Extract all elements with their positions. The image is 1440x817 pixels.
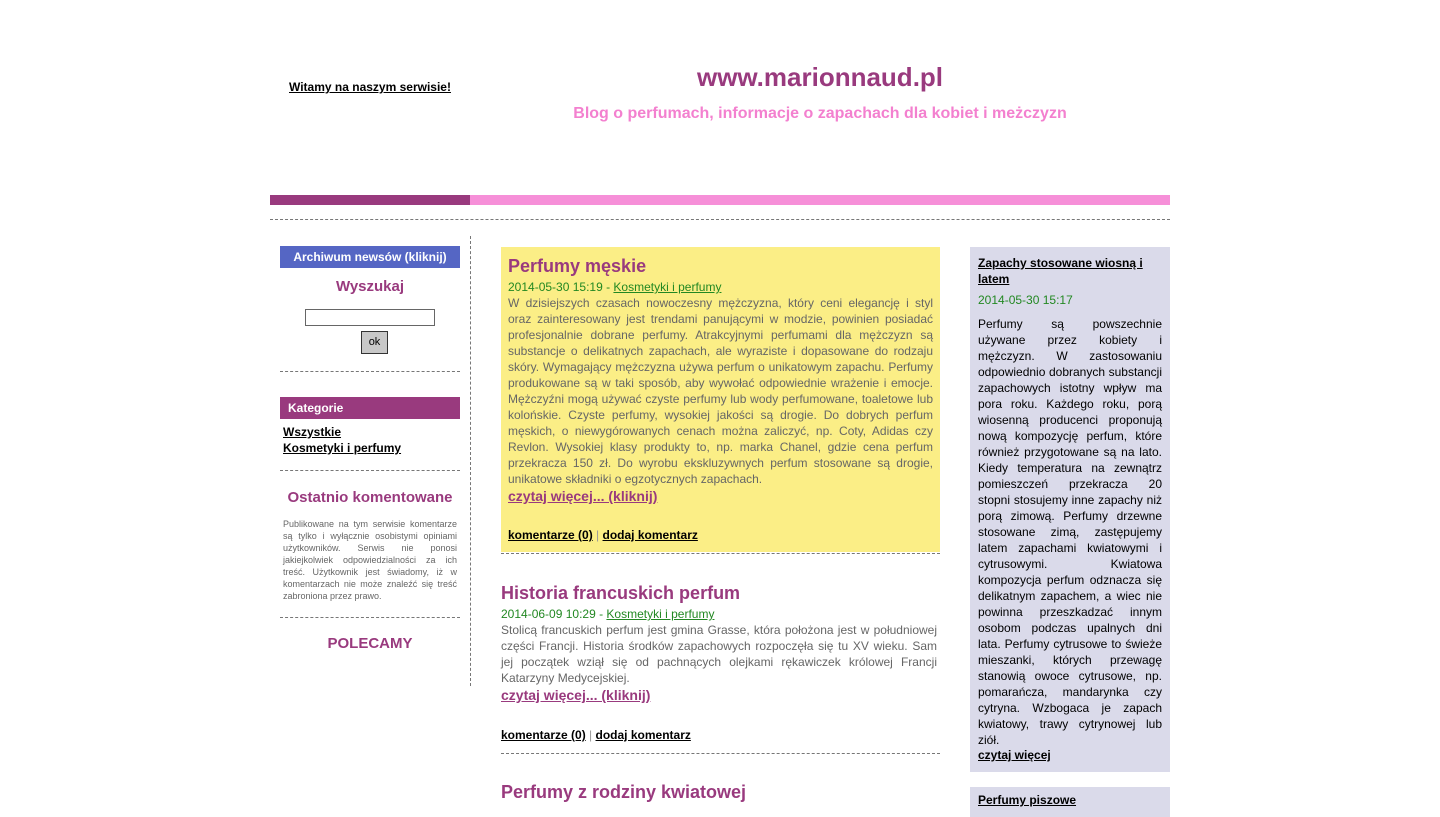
post-divider — [501, 753, 940, 754]
comments-disclaimer: Publikowane na tym serwisie komentarze są tylko i wyłącznie osobistymi opiniami użytkowników. Serwis nie ponosi jakiejkolwiek odpowiedzialności za ich treść. Użytkownik jest świadomy, iż w komentarzach nie może znaleźć się treść zabroniona przez prawo. — [283, 519, 457, 601]
recommend-heading: POLECAMY — [327, 635, 413, 652]
post-title[interactable]: Perfumy męskie — [508, 256, 647, 276]
post-comments-bar — [501, 728, 691, 742]
featured-article-date: 2014-05-30 15:17 — [978, 293, 1073, 307]
post-excerpt: W dzisiejszych czasach nowoczesny mężczyzna, który ceni elegancję i styl oraz zainteresowany jest trendami panującymi w modzie, powinien posiadać profesjonalnie dobrane perfumy. Atrakcyjnymi perfumami dla mężczyzn są substancje o delikatnych zapachach, ale wyraziste i dopasowane do rodzaju skóry. Wymagający mężczyzna używa perfum o unikatowym zapachu. Perfumy produkowane są w taki sposób, aby wywołać odpowiednie wrażenie i emocje. Mężczyźni mogą używać czyste perfumy lub wody perfumowane, toaletowe lub kolońskie. Czyste perfumy, wysokiej jakości są drogie. Do dobrych perfum męskich, o niewygórowanych cenach można zaliczyć, np. Coty, Adidas czy Revlon. Wysokiej klasy produkty to, np. marka Chanel, gdzie cena perfum przekracza 150 zł. Do wyrobu ekskluzywnych perfum stosowane są drogie, unikatowe składniki o egzotycznych zapachach. — [508, 296, 933, 486]
categories-heading: Kategorie — [280, 397, 460, 419]
post-divider — [501, 553, 940, 554]
comments-link[interactable]: komentarze (0) — [501, 728, 586, 742]
sidebar-separator — [280, 470, 460, 471]
header-bar-right — [470, 195, 1170, 205]
post-excerpt: Stolicą francuskich perfum jest gmina Grasse, która położona jest w południowej części Francji. Historia środków zapachowych rozpoczęła się tu XV wieku. Sam jej początek wziął się od pachnących olejkami rękawiczek królowej Francji Katarzyny Medycejskiej. — [501, 623, 937, 685]
sidebar-divider — [470, 236, 471, 686]
post-meta — [508, 280, 721, 294]
add-comment-link[interactable]: dodaj komentarz — [595, 728, 691, 742]
featured-article-title[interactable]: Zapachy stosowane wiosną i latem — [978, 256, 1143, 286]
welcome-link[interactable]: Witamy na naszym serwisie! — [289, 80, 451, 94]
post-category-link[interactable]: Kosmetyki i perfumy — [613, 280, 722, 294]
search-heading: Wyszukaj — [335, 278, 405, 295]
comments-separator: | — [589, 728, 593, 742]
read-more-link[interactable]: czytaj więcej... (kliknij) — [501, 687, 651, 703]
search-button[interactable]: ok — [361, 331, 388, 354]
site-subtitle: Blog o perfumach, informacje o zapachach dla kobiet i meżczyzn — [573, 105, 1067, 122]
featured-article-read-more[interactable]: czytaj więcej — [978, 748, 1051, 762]
second-article-title[interactable]: Perfumy piszowe — [978, 793, 1077, 807]
site-title: www.marionnaud.pl — [696, 62, 944, 92]
comments-link[interactable]: komentarze (0) — [508, 528, 593, 542]
sidebar-separator — [280, 371, 460, 372]
search-input[interactable] — [305, 309, 435, 326]
read-more-link[interactable]: czytaj więcej... (kliknij) — [508, 488, 658, 504]
add-comment-link[interactable]: dodaj komentarz — [602, 528, 698, 542]
header-bar-left — [270, 195, 470, 205]
category-cosmetics-link[interactable]: Kosmetyki i perfumy — [283, 441, 402, 455]
post-date: 2014-06-09 10:29 - — [501, 607, 604, 621]
category-all-link[interactable]: Wszystkie — [283, 425, 342, 439]
last-comments-heading: Ostatnio komentowane — [287, 489, 453, 506]
post-meta — [501, 607, 714, 621]
featured-article-text: Perfumy są powszechnie używane przez kobiety i mężczyzn. W zastosowaniu odpowiednio dobranych substancji zapachowych istotny wpływ ma pora roku. Każdego roku, porą wiosenną producenci proponują nową kompozycję perfum, które również przygotowane są na lato. Kiedy temperatura na zewnątrz pomieszczeń przekracza 20 stopni stosujemy inne zapachy niż porą zimową. Perfumy drzewne stosowane zimą, zastępujemy latem zapachami kwiatowymi i cytrusowymi. Kwiatowa kompozycja perfum odznacza się delikatnym zapachem, a wiec nie powinna przeszkadzać innym osobom podczas upalnych dni lata. Perfumy cytrusowe to świeże mieszanki, których przewagę stanowią owoce cytrusowe, np. pomarańcza, mandarynka czy cytryna. Wzbogaca je zapach kwiatowy, trawy cytrynowej lub ziół. — [978, 317, 1162, 747]
comments-separator: | — [596, 528, 600, 542]
sidebar-separator — [280, 617, 460, 618]
post-title[interactable]: Perfumy z rodziny kwiatowej — [501, 782, 747, 802]
header-divider — [270, 219, 1170, 220]
post-title[interactable]: Historia francuskich perfum — [501, 583, 741, 603]
post-category-link[interactable]: Kosmetyki i perfumy — [606, 607, 715, 621]
post-comments-bar — [508, 528, 698, 542]
archive-button[interactable]: Archiwum newsów (kliknij) — [280, 246, 460, 268]
post-date: 2014-05-30 15:19 - — [508, 280, 611, 294]
